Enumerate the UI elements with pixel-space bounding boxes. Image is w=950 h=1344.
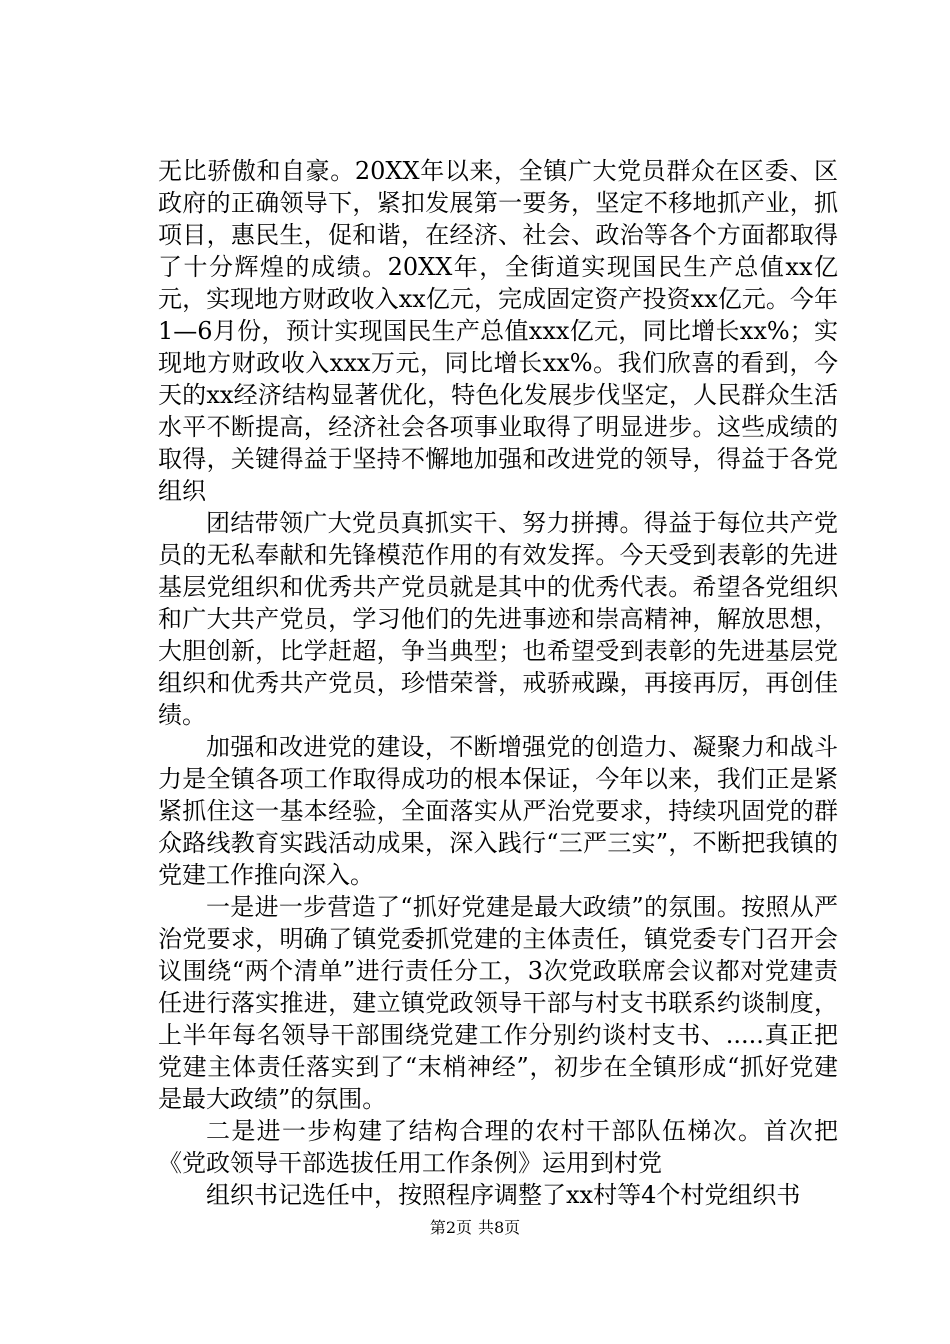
paragraph-3: 加强和改进党的建设，不断增强党的创造力、凝聚力和战斗力是全镇各项工作取得成功的根本保证，今年以来，我们正是紧紧抓住这一基本经验，全面落实从严治党要求，持续巩固党的群众路线教育实践活动成果，深入践行“三严三实”，不断把我镇的党建工作推向深入。: [158, 733, 838, 889]
page-total: 共8页: [478, 1218, 521, 1237]
paragraph-2: 团结带领广大党员真抓实干、努力拼搏。得益于每位共产党员的无私奉献和先锋模范作用的有效发挥。今天受到表彰的先进基层党组织和优秀共产党员就是其中的优秀代表。希望各党组织和广大共产党员，学习他们的先进事迹和崇高精神，解放思想，大胆创新，比学赶超，争当典型；也希望受到表彰的先进基层党组织和优秀共产党员，珍惜荣誉，戒骄戒躁，再接再厉，再创佳绩。: [158, 509, 838, 729]
paragraph-4: 一是进一步营造了“抓好党建是最大政绩”的氛围。按照从严治党要求，明确了镇党委抓党建的主体责任，镇党委专门召开会议围绕“两个清单”进行责任分工，3次党政联席会议都对党建责任进行落实推进，建立镇党政领导干部与村支书联系约谈制度，上半年每名领导干部围绕党建工作分别约谈村支书、.....真正把党建主体责任落实到了“末梢神经”，初步在全镇形成“抓好党建是最大政绩”的氛围。: [158, 893, 838, 1113]
paragraph-1: 无比骄傲和自豪。20XX年以来，全镇广大党员群众在区委、区政府的正确领导下，紧扣发展第一要务，坚定不移地抓产业，抓项目，惠民生，促和谐，在经济、社会、政治等各个方面都取得了十分辉煌的成绩。20XX年，全街道实现国民生产总值xx亿元，实现地方财政收入xx亿元，完成固定资产投资xx亿元。今年1—6月份，预计实现国民生产总值xxx亿元，同比增长xx%；实现地方财政收入xxx万元，同比增长xx%。我们欣喜的看到，今天的xx经济结构显著优化，特色化发展步伐坚定，人民群众生活水平不断提高，经济社会各项事业取得了明显进步。这些成绩的取得，关键得益于坚持不懈地加强和改进党的领导，得益于各党组织: [158, 157, 838, 505]
paragraph-6: 组织书记选任中，按照程序调整了xx村等4个村党组织书: [206, 1181, 801, 1209]
page-number: 第2页: [429, 1218, 472, 1237]
page-footer: [0, 1215, 950, 1238]
document-body: [158, 155, 838, 1211]
paragraph-5: 二是进一步构建了结构合理的农村干部队伍梯次。首次把《党政领导干部选拔任用工作条例》运用到村党: [158, 1117, 838, 1177]
